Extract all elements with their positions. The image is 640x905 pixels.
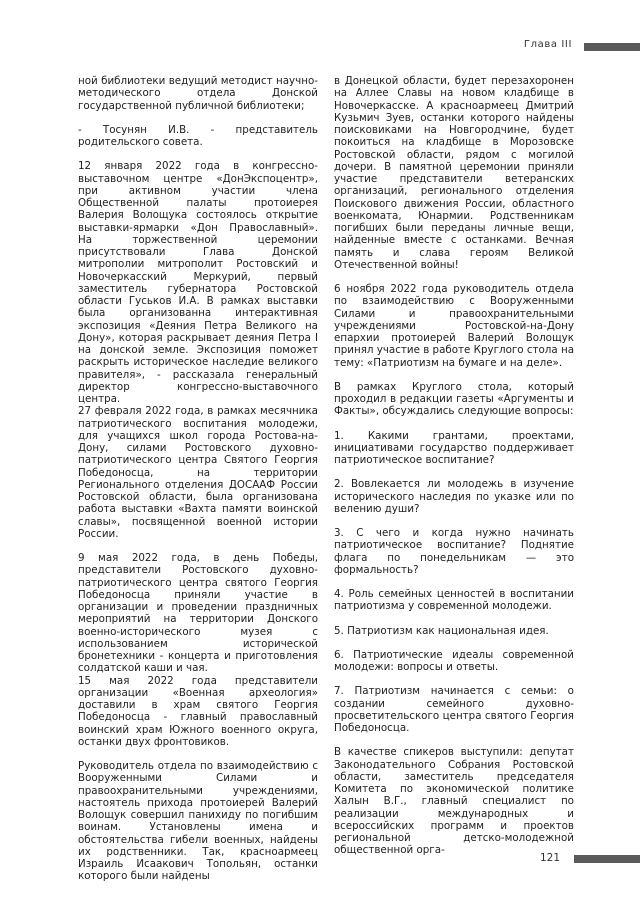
paragraph: 6 ноября 2022 года руководитель отдела по взаимодействию с Вооруженными Силами и правоохранительными учреждениями Ростовской-на-Дону епархии протоиерей Валерий Волощук принял участие в работе Круглого стола на тему: «Патриотизм на бумаге и на деле». xyxy=(334,283,575,369)
list-item: 7. Патриотизм начинается с семьи: о создании семейного духовно-просветительского центра святого Георгия Победоносца. xyxy=(334,685,574,734)
chapter-title: Глава III xyxy=(523,39,572,50)
list-item: 2. Вовлекается ли молодежь в изучение исторического наследия по указке или по велению души? xyxy=(334,478,574,515)
paragraph: В рамках Круглого стола, который проходил в редакции газеты «Аргументы и Факты», обсуждались следующие вопросы: xyxy=(334,380,574,418)
paragraph: 9 мая 2022 года, в день Победы, представители Ростовского духовно-патриотического центра святого Георгия Победоносца приняли участие в организации и проведении праздничных мероприятий на территории Донского военно-исторического музея с использованием исторической бронетехники - концерта и приготовления солдатской каши и чая. xyxy=(78,552,318,675)
list-item: 4. Роль семейных ценностей в воспитании патриотизма у современной молодежи. xyxy=(334,588,574,613)
page-footer xyxy=(0,852,640,868)
paragraph: ной библиотеки ведущий методист научно-методического отдела Донской государственной публичной библиотеки; xyxy=(78,75,318,112)
paragraph: 27 февраля 2022 года, в рамках месячника патриотического воспитания молодежи, для учащихся школ города Ростова-на-Дону, силами Ростовского духовно-патриотического центра Святого Георгия Победоносца, на территории Регионального отделения ДОСААФ России Ростовской области, была организована работа выставки «Вахта памяти воинской славы», посвященной военной истории России. xyxy=(78,405,318,540)
right-column xyxy=(334,75,574,869)
header-accent-bar xyxy=(584,43,640,51)
paragraph: в Донецкой области, будет перезахоронен на Аллее Славы на новом кладбище в Новочеркасске. А красноармеец Дмитрий Кузьмич Зуев, останки которого найдены поисковиками на Новгородчине, будет покоиться на кладбище в Морозовске Ростовской области, рядом с могилой дочери. В памятной церемонии приняли участие представители ветеранских организаций, регионального отделения Поискового движения России, областного военкомата, Юнармии. Родственникам погибших были переданы личные вещи, найденные вместе с останками. Вечная память и слава героям Великой Отечественной войны! xyxy=(334,75,574,271)
list-item: 1. Какими грантами, проектами, инициативами государство поддерживает патриотическое воспитание? xyxy=(334,429,574,466)
list-item: 3. С чего и когда нужно начинать патриотическое воспитание? Поднятие флага по понедельникам — это формальность? xyxy=(334,527,574,576)
paragraph: В качестве спикеров выступили: депутат Законодательного Собрания Ростовской области, заместитель председателя Комитета по экономической политике Халын В.Г., главный специалист по реализации международных и всероссийских программ и проектов региональной детско-молодежной общественной орга- xyxy=(334,746,574,857)
paragraph: Руководитель отдела по взаимодействию с Вооруженными Силами и правоохранительными учреждениями, настоятель прихода протоиерей Валерий Волощук совершил панихиду по погибшим воинам. Установлены имена и обстоятельства гибели военных, найдены их родственники. Так, красноармеец Израиль Исаакович Топольян, останки которого были найдены xyxy=(78,760,318,883)
page-header xyxy=(0,38,640,56)
list-item: 5. Патриотизм как национальная идея. xyxy=(334,624,549,637)
paragraph: 15 мая 2022 года представители организации «Военная археология» доставили в храм святого Георгия Победоносца - главный православный воинский храм Южного военного округа, останки двух фронтовиков. xyxy=(78,674,318,748)
page-number: 121 xyxy=(539,852,560,864)
left-column xyxy=(78,75,318,895)
paragraph: 12 января 2022 года в конгрессно-выставочном центре «ДонЭкспоцентр», при активном участии члена Общественной палаты протоиерея Валерия Волощука состоялось открытие выставки-ярмарки «Дон Православный». На торжественной церемонии присутствовали Глава Донской митрополии митрополит Ростовский и Новочеркасский Меркурий, первый заместитель губернатора Ростовской области Гуськов И.А. В рамках выставки была организованна интерактивная экспозиция «Деяния Петра Великого на Дону», которая раскрывает деяния Петра I на донской земле. Экспозиция поможет раскрыть историческое наследие великого правителя», - рассказала генеральный директор конгрессно-выставочного центра. xyxy=(78,160,318,405)
footer-accent-bar xyxy=(574,855,640,863)
paragraph: - Тосунян И.В. - представитель родительского совета. xyxy=(78,123,318,148)
list-item: 6. Патриотические идеалы современной молодежи: вопросы и ответы. xyxy=(334,648,574,673)
